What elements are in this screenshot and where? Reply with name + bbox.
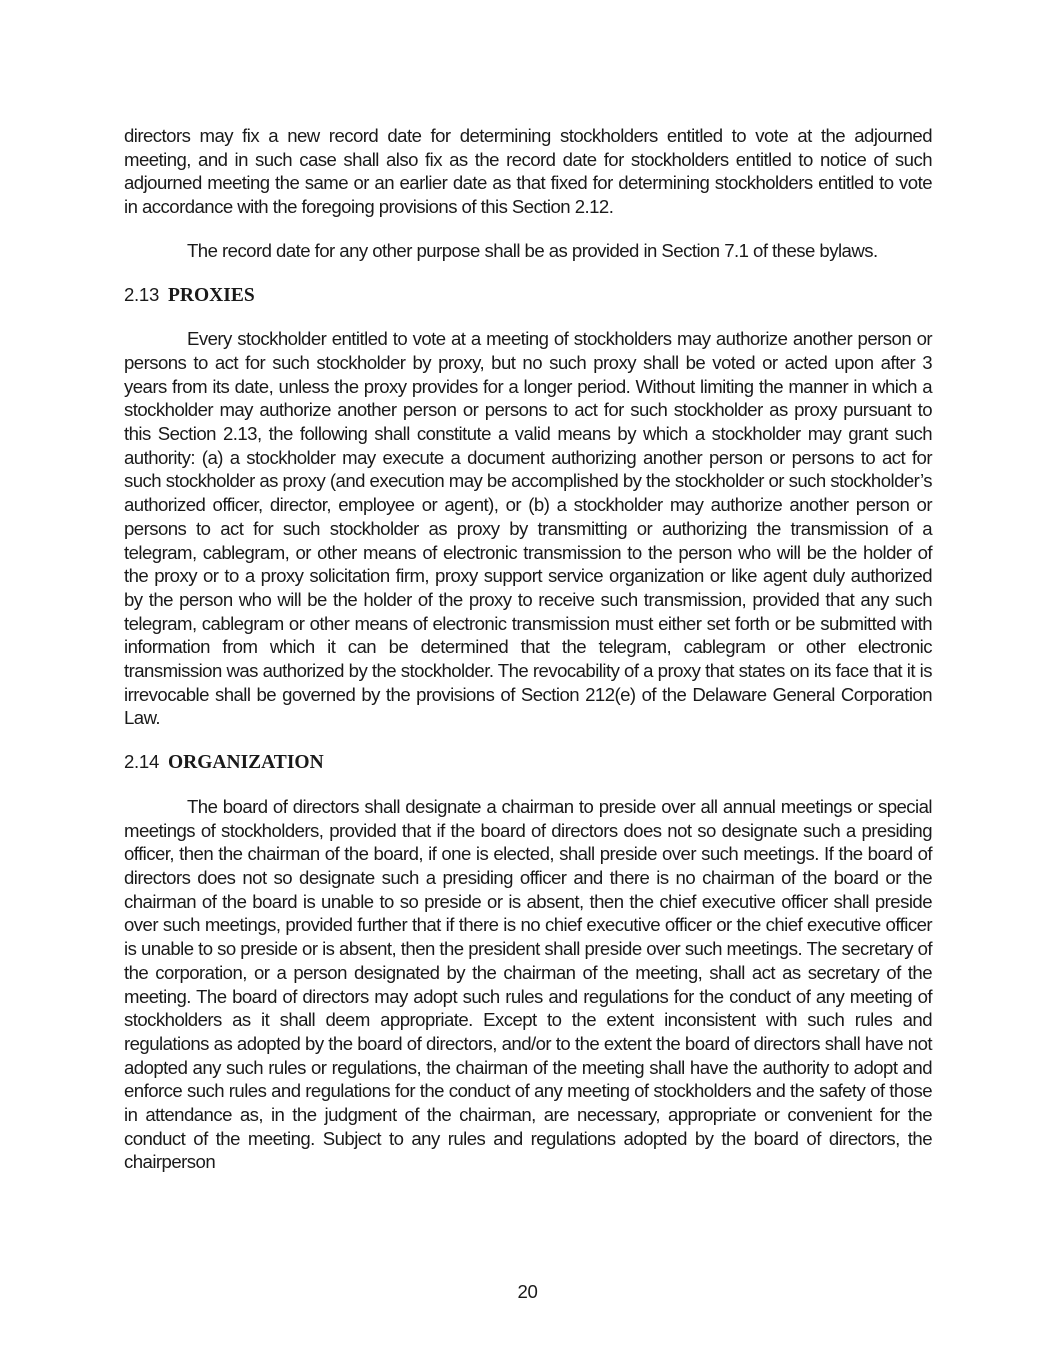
proxies-paragraph: Every stockholder entitled to vote at a meeting of stockholders may authorize another person or persons to act for such stockholder by proxy, but no such proxy shall be voted or acted upon after 3 years from its date, unless the proxy provides for a longer period. Without limiting the manner in which a stockholder may authorize another person or persons to act for such stockholder as proxy pursuant to this Section 2.13, the following shall constitute a valid means by which a stockholder may grant such authority: (a) a stockholder may execute a document authorizing another person or persons to act for such stockholder as proxy (and execution may be accomplished by the stockholder or such stockholder’s authorized officer, director, employee or agent), or (b) a stockholder may authorize another person or persons to act for such stockholder as proxy by transmitting or authorizing the transmission of a telegram, cablegram, or other means of electronic transmission to the person who will be the holder of the proxy or to a proxy solicitation firm, proxy support service organization or like agent duly authorized by the person who will be the holder of the proxy to receive such transmission, provided that any such telegram, cablegram or other means of electronic transmission must either set forth or be submitted with information from which it can be determined that the telegram, cablegram or other electronic transmission was authorized by the stockholder. The revocability of a proxy that states on its face that it is irrevocable shall be governed by the provisions of Section 212(e) of the Delaware General Corporation Law. (124, 328, 932, 729)
section-number: 2.13 (124, 283, 159, 305)
organization-paragraph: The board of directors shall designate a chairman to preside over all annual meetings or special meetings of stockholders, provided that if the board of directors does not so designate such a presiding officer, then the chairman of the board, if one is elected, shall preside over such meetings. If the board of directors does not so designate such a presiding officer and there is no chairman of the board or the chairman of the board is unable to so preside or is absent, then the chief executive officer shall preside over such meetings, provided further that if there is no chief executive officer or the chief executive officer is unable to so preside or is absent, then the president shall preside over such meetings. The secretary of the corporation, or a person designated by the chairman of the meeting, shall act as secretary of the meeting. The board of directors may adopt such rules and regulations for the conduct of any meeting of stockholders as it shall deem appropriate. Except to the extent inconsistent with such rules and regulations as adopted by the board of directors, and/or to the extent the board of directors shall have not adopted any such rules or regulations, the chairman of the meeting shall have the authority to adopt and enforce such rules and regulations for the conduct of any meeting of stockholders and the safety of those in attendance as, in the judgment of the chairman, are necessary, appropriate or convenient for the conduct of the meeting. Subject to any rules and regulations adopted by the board of directors, the chairperson (124, 795, 932, 1173)
page-number: 20 (517, 1281, 538, 1302)
section-title: PROXIES (168, 284, 255, 306)
section-number: 2.14 (124, 751, 159, 773)
continuation-paragraph: directors may fix a new record date for determining stockholders entitled to vote at the adjourned meeting, and in such case shall also fix as the record date for stockholders entitled to notice of such adjourned meeting the same or an earlier date as that fixed for determining stockholders entitled to vote in accordance with the foregoing provisions of this Section 2.12. (124, 125, 932, 218)
section-heading-2-13 (124, 283, 932, 308)
section-heading-2-14 (124, 750, 932, 775)
body-text (124, 124, 932, 1174)
section-title: ORGANIZATION (168, 752, 324, 774)
record-date-paragraph: The record date for any other purpose shall be as provided in Section 7.1 of these bylaws. (187, 239, 878, 261)
